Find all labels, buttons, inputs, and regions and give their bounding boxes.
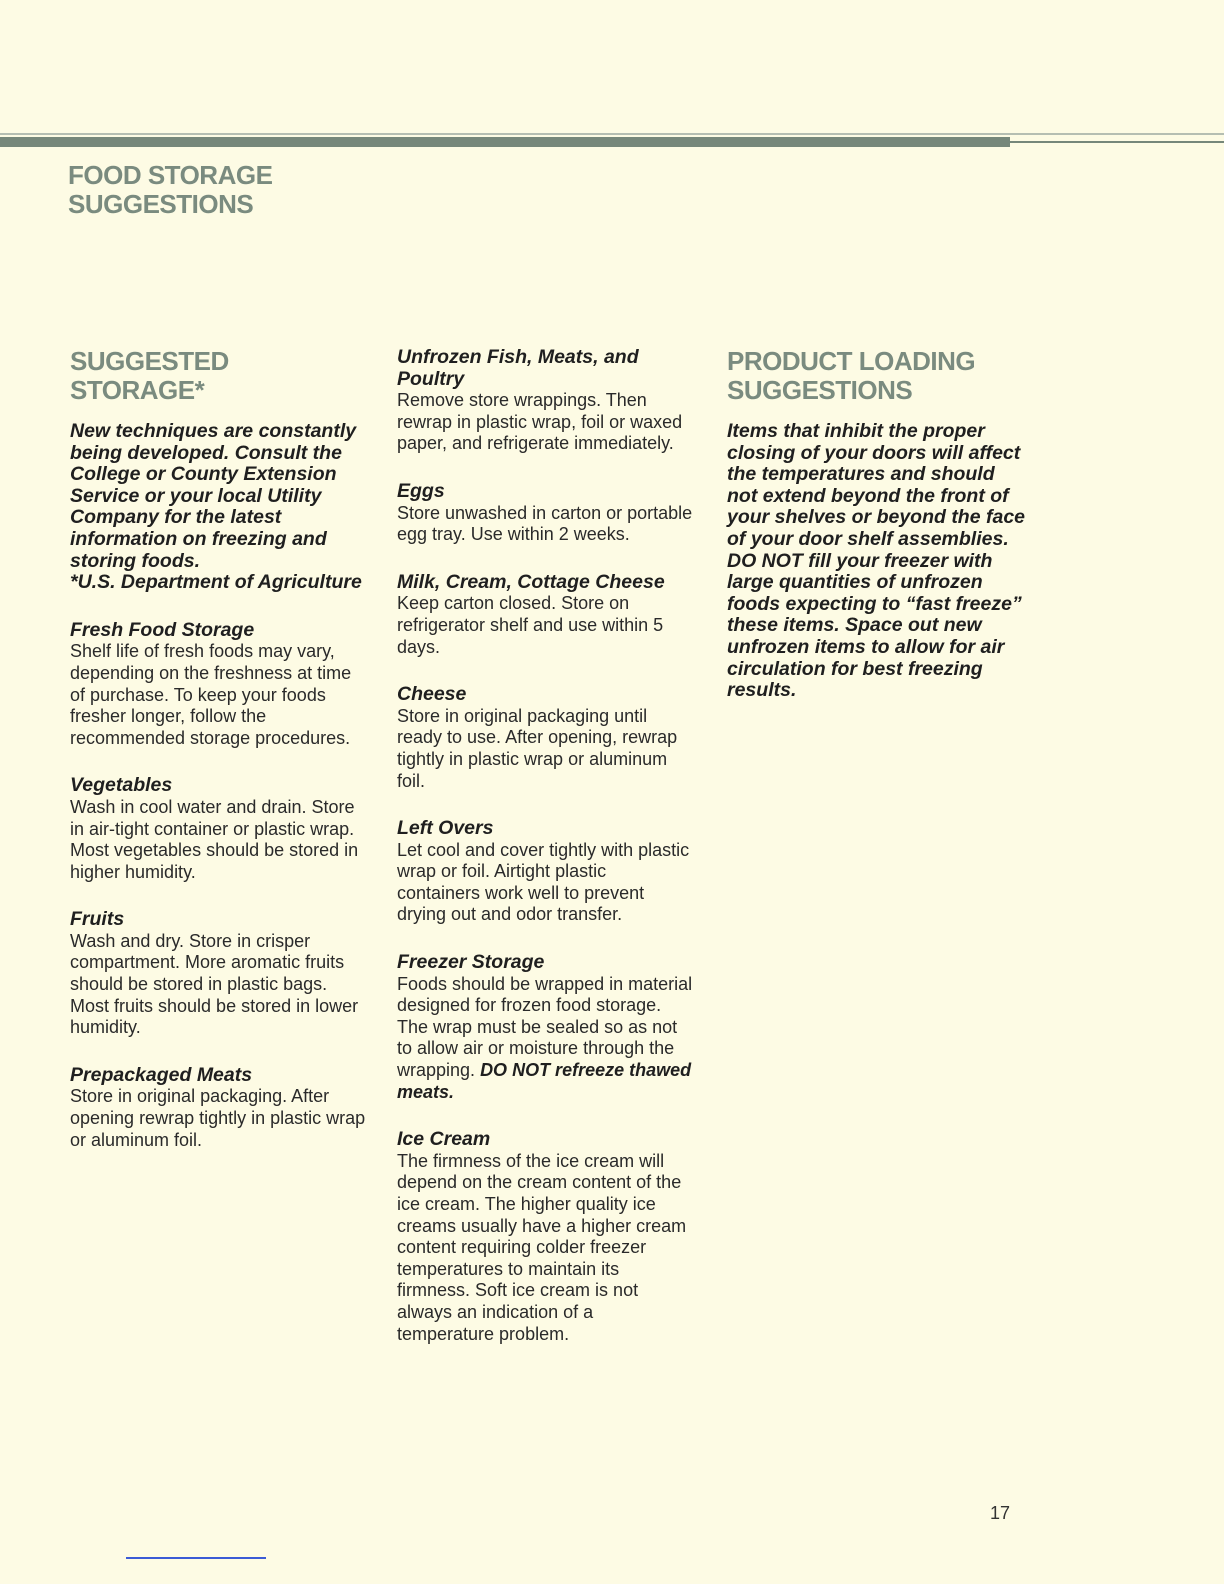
item-title: Vegetables	[70, 774, 173, 797]
item-text: Foods should be wrapped in material designed for frozen food storage. The wrap must be sealed so as not to allow air or moisture through the wrapping.	[397, 973, 693, 1081]
item-prepackaged-meats	[70, 1065, 370, 1151]
item-title: Eggs	[397, 479, 445, 502]
item-cheese	[397, 684, 693, 792]
item-title: Milk, Cream, Cottage Cheese	[397, 570, 665, 593]
header-rule	[0, 137, 1010, 147]
intro-text: New techniques are constantly being developed. Consult the College or County Extension Service or your local Utility Company for the latest information on freezing and storing foods.	[70, 420, 357, 572]
item-text: Wash in cool water and drain. Store in air-tight container or plastic wrap. Most vegetables should be stored in higher humidity.	[70, 796, 359, 882]
item-text: Shelf life of fresh foods may vary, depending on the freshness at time of purchase. To keep your foods fresher longer, follow the recommended storage procedures.	[70, 641, 352, 748]
item-title: Freezer Storage	[397, 951, 545, 974]
page-title	[68, 161, 272, 219]
item-title: Left Overs	[397, 817, 494, 840]
suggested-storage-intro	[70, 421, 370, 594]
item-text: Wash and dry. Store in crisper compartment. More aromatic fruits should be stored in plastic bags. Most fruits should be stored in lower humidity.	[70, 930, 359, 1038]
item-title: Fresh Food Storage	[70, 618, 255, 641]
item-text: Let cool and cover tightly with plastic wrap or foil. Airtight plastic containers work well to prevent drying out and odor transfer.	[397, 839, 690, 925]
item-text: Store unwashed in carton or portable egg tray. Use within 2 weeks.	[397, 502, 693, 545]
product-loading-heading-line2: SUGGESTIONS	[727, 375, 913, 405]
item-text: Remove store wrappings. Then rewrap in plastic wrap, foil or waxed paper, and refrigerate immediately.	[397, 390, 683, 454]
usda-note: *U.S. Department of Agriculture	[70, 571, 362, 594]
top-rule-thin	[0, 133, 1224, 135]
column-product-loading	[727, 347, 1027, 728]
item-title: Cheese	[397, 683, 467, 706]
product-loading-text: Items that inhibit the proper closing of your doors will affect the temperatures and should not extend beyond the front of your shelves or beyond the face of your door shelf assemblies. DO NOT fill your freezer with large quantities of unfrozen foods expecting to “fast freeze” these items. Space out new unfrozen items to allow for air circulation for best freezing results.	[727, 420, 1026, 702]
item-eggs	[397, 481, 693, 546]
item-ice-cream	[397, 1129, 693, 1345]
page-title-line2: SUGGESTIONS	[68, 189, 254, 219]
suggested-storage-heading-line1: SUGGESTED	[70, 346, 229, 376]
item-freezer-storage	[397, 952, 693, 1103]
item-text-container	[397, 974, 693, 1104]
suggested-storage-heading	[70, 347, 370, 405]
page-title-line1: FOOD STORAGE	[68, 160, 273, 190]
column-suggested-storage	[70, 347, 370, 1177]
page-number: 17	[990, 1503, 1011, 1523]
item-title: Fruits	[70, 908, 125, 931]
item-fresh-food-storage	[70, 620, 370, 750]
item-text: Store in original packaging. After opening rewrap tightly in plastic wrap or aluminum foil.	[70, 1086, 366, 1150]
item-fruits	[70, 909, 370, 1039]
item-warning: DO NOT refreeze thawed meats.	[397, 1060, 692, 1102]
item-title: Prepackaged Meats	[70, 1063, 253, 1086]
item-text: Keep carton closed. Store on refrigerator shelf and use within 5 days.	[397, 593, 664, 657]
item-text: The firmness of the ice cream will depend on the cream content of the ice cream. The higher quality ice creams usually have a higher cream content requiring colder freezer temperatures to maintain its firmness. Soft ice cream is not always an indication of a temperature problem.	[397, 1150, 687, 1344]
item-title: Ice Cream	[397, 1128, 491, 1151]
item-unfrozen-fish-meats-poultry	[397, 347, 693, 455]
item-left-overs	[397, 818, 693, 926]
column-food-items	[397, 347, 693, 1371]
product-loading-heading-line1: PRODUCT LOADING	[727, 346, 976, 376]
item-text: Store in original packaging until ready to use. After opening, rewrap tightly in plastic wrap or aluminum foil.	[397, 705, 678, 791]
item-milk-cream-cottage-cheese	[397, 572, 693, 658]
item-title: Unfrozen Fish, Meats, and Poultry	[397, 346, 639, 390]
item-vegetables	[70, 775, 370, 883]
suggested-storage-heading-line2: STORAGE*	[70, 375, 205, 405]
product-loading-heading	[727, 347, 1027, 405]
header-rule-extension	[1010, 141, 1224, 143]
bottom-link-underline	[126, 1557, 266, 1559]
